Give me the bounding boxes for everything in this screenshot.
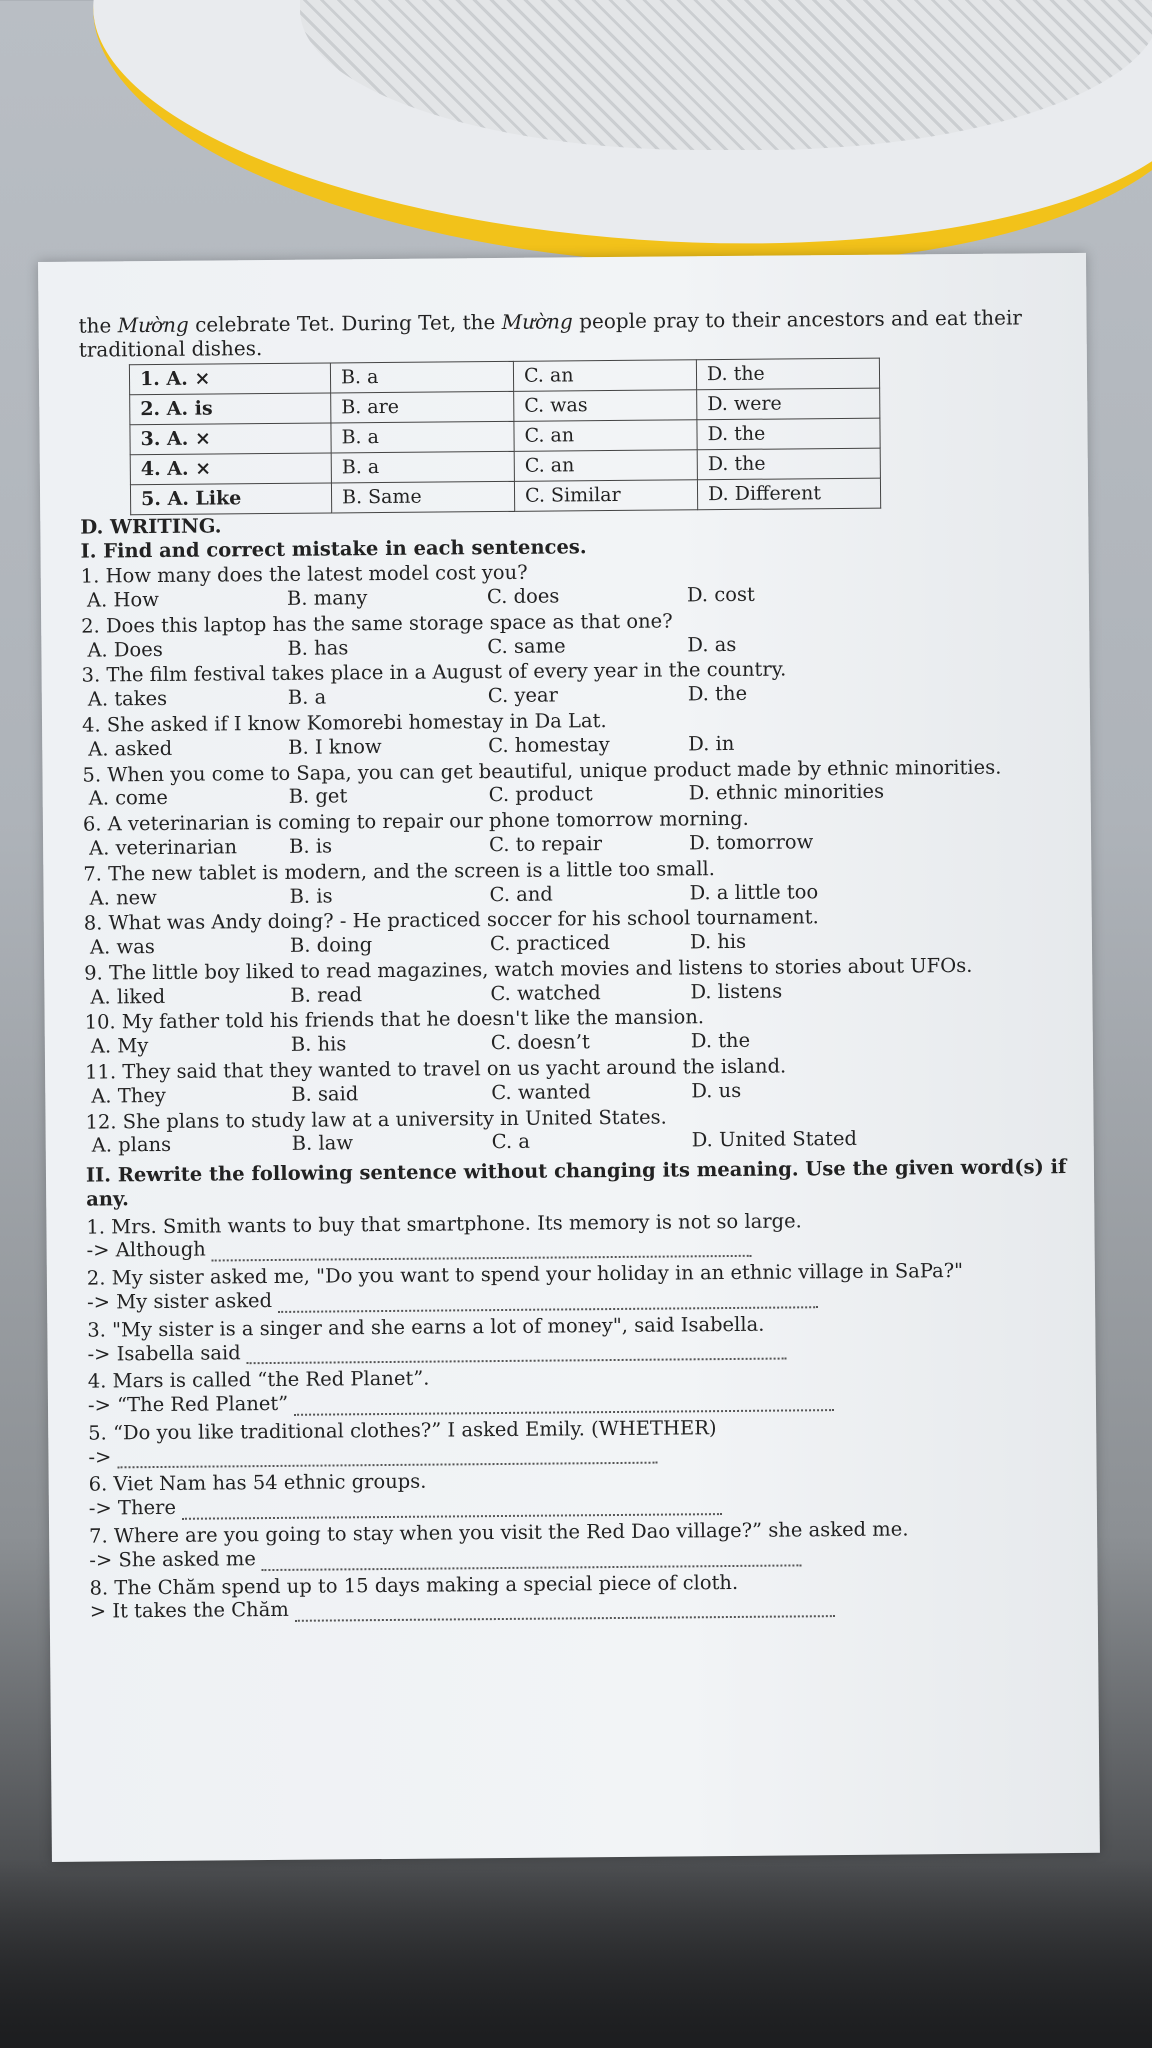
option: A. They (91, 1083, 166, 1108)
part-2-items (86, 1207, 1090, 1624)
answer-lead: -> She asked me (89, 1546, 256, 1572)
option: C. watched (490, 980, 601, 1005)
option: B. doing (289, 933, 373, 957)
question-text: 12. She plans to study law at a university in United States. (85, 1105, 667, 1134)
option: C. does (486, 584, 560, 609)
answer-lead: -> (88, 1445, 112, 1469)
option: C. to repair (489, 832, 603, 857)
option: A. veterinarian (89, 835, 238, 860)
rewrite-prompt: 6. Viet Nam has 54 ethnic groups. (88, 1470, 427, 1497)
answer-dotted-line (212, 1239, 752, 1262)
option: D. a little too (689, 879, 819, 904)
question-text: 8. What was Andy doing? - He practiced soccer for his school tournament. (83, 905, 819, 935)
question-text: 10. My father told his friends that he doesn't like the mansion. (84, 1005, 705, 1035)
section-d-title: D. WRITING. (80, 514, 222, 539)
rewrite-prompt: 5. “Do you like traditional clothes?” I asked Emily. (WHETHER) (88, 1416, 717, 1445)
question-text: 9. The little boy liked to read magazines, watch movies and listens to stories about UFOs. (84, 953, 973, 985)
option: A. takes (87, 687, 168, 711)
option: B. law (291, 1131, 354, 1156)
option: D. in (688, 731, 735, 756)
table-cell: 5. A. Like (130, 483, 331, 515)
table-cell: C. an (514, 450, 697, 482)
option: B. is (289, 883, 333, 908)
option: D. ethnic minorities (688, 780, 885, 805)
option: C. a (491, 1130, 531, 1154)
worksheet-paper (38, 253, 1100, 1862)
question-text: 3. The film festival takes place in a August of every year in the country. (81, 657, 787, 688)
question-text: 7. The new tablet is modern, and the screen is a little too small. (83, 856, 716, 886)
option: B. is (289, 834, 333, 858)
table-cell: C. was (514, 390, 697, 422)
table-cell: 1. A. × (129, 363, 330, 395)
option: B. I know (288, 734, 382, 759)
question-text: 6. A veterinarian is coming to repair our phone tomorrow morning. (82, 806, 749, 836)
option: B. his (290, 1032, 347, 1057)
answer-lead: -> Isabella said (87, 1340, 241, 1366)
answer-dotted-line (295, 1599, 835, 1622)
table-cell: D. were (697, 388, 880, 420)
answer-dotted-line (182, 1497, 722, 1520)
question-text: 4. She asked if I know Komorebi homestay in Da Lat. (81, 709, 607, 737)
table-cell: C. Similar (514, 480, 697, 512)
answer-table (129, 357, 881, 515)
option: C. wanted (491, 1079, 591, 1104)
option: B. get (288, 784, 348, 809)
rewrite-prompt: 4. Mars is called “the Red Planet”. (87, 1366, 430, 1393)
answer-dotted-line (278, 1290, 818, 1313)
table-cell: 2. A. is (130, 393, 331, 425)
option: D. as (687, 632, 737, 657)
option: C. practiced (489, 931, 611, 956)
answer-dotted-line (117, 1446, 657, 1469)
answer-dotted-line (247, 1342, 787, 1365)
option: B. read (290, 982, 363, 1007)
option: D. the (690, 1029, 751, 1053)
table-cell: B. a (331, 421, 514, 453)
bottom-shadow (0, 1860, 1152, 2048)
answer-dotted-line (294, 1393, 834, 1416)
rewrite-prompt: 7. Where are you going to stay when you visit the Red Dao village?” she asked me. (89, 1517, 909, 1548)
question-text: 11. They said that they wanted to travel on us yacht around the island. (84, 1054, 787, 1084)
answer-lead: -> Although (86, 1238, 206, 1263)
option: A. come (88, 786, 168, 810)
option: B. has (287, 635, 349, 660)
option: C. same (487, 634, 566, 658)
question-text: 1. How many does the latest model cost you? (80, 561, 528, 588)
option: A. My (90, 1034, 149, 1058)
table-cell: 4. A. × (130, 453, 331, 485)
intro-prefix: the (78, 313, 112, 338)
option: C. and (489, 882, 553, 906)
intro-paragraph (78, 305, 1078, 363)
table-cell: 3. A. × (130, 423, 331, 455)
rewrite-prompt: 3. "My sister is a singer and she earns a lot of money", said Isabella. (87, 1312, 765, 1342)
rewrite-prompt: 2. My sister asked me, "Do you want to spend your holiday in an ethnic village in SaPa?" (86, 1259, 964, 1290)
option: A. asked (88, 736, 173, 761)
option: C. homestay (488, 732, 610, 757)
option: A. Does (87, 637, 163, 662)
rewrite-prompt: 8. The Chăm spend up to 15 days making a special piece of cloth. (89, 1570, 739, 1600)
table-cell: C. an (513, 360, 696, 392)
option: D. us (691, 1078, 742, 1103)
answer-dotted-line (262, 1548, 802, 1571)
option: A. liked (90, 984, 166, 1009)
option: C. year (487, 683, 559, 708)
answer-lead: -> There (88, 1496, 177, 1520)
option: A. How (86, 588, 159, 612)
intro-name-1: Mường (117, 312, 189, 338)
table-cell: C. an (514, 420, 697, 452)
question-text: 5. When you come to Sapa, you can get beautiful, unique product made by ethnic minorities. (82, 755, 1002, 787)
option: A. new (89, 885, 157, 910)
part-1-questions (81, 556, 1086, 1157)
option: D. tomorrow (688, 830, 814, 855)
table-cell: B. a (331, 451, 514, 483)
option: C. product (488, 782, 593, 807)
table-cell: D. the (696, 358, 879, 390)
option: B. a (287, 685, 327, 710)
table-cell: D. the (697, 418, 880, 450)
table-cell: B. a (330, 361, 513, 393)
option: D. listens (690, 979, 783, 1003)
option: D. cost (686, 582, 755, 607)
option: D. United Stated (691, 1127, 858, 1152)
intro-suffix: people pray to their ancestors and eat their traditional dishes. (78, 305, 1022, 363)
table-cell: B. are (331, 391, 514, 423)
intro-name-2: Mường (501, 309, 573, 334)
part-1-heading: I. Find and correct mistake in each sentences. (80, 534, 587, 563)
table-cell: B. Same (331, 481, 514, 513)
answer-lead: > It takes the Chăm (89, 1598, 289, 1623)
table-cell: D. the (697, 448, 880, 480)
answer-lead: -> “The Red Planet” (87, 1391, 289, 1417)
option: B. many (286, 586, 368, 610)
option: A. was (89, 935, 155, 959)
option: B. said (291, 1081, 359, 1106)
table-cell: D. Different (697, 478, 880, 510)
part-2-heading: II. Rewrite the following sentence without changing its meaning. Use the given word(s) if any. (85, 1155, 1067, 1211)
intro-mid: celebrate Tet. During Tet, the (195, 310, 496, 337)
option: D. the (687, 682, 748, 706)
worksheet-content (78, 305, 1089, 1628)
option: D. his (689, 929, 747, 954)
question-text: 2. Does this laptop has the same storage space as that one? (81, 609, 673, 638)
option: C. doesn’t (490, 1030, 590, 1055)
rewrite-prompt: 1. Mrs. Smith wants to buy that smartphone. Its memory is not so large. (86, 1209, 802, 1239)
answer-lead: -> My sister asked (86, 1288, 273, 1314)
option: A. plans (91, 1133, 172, 1157)
